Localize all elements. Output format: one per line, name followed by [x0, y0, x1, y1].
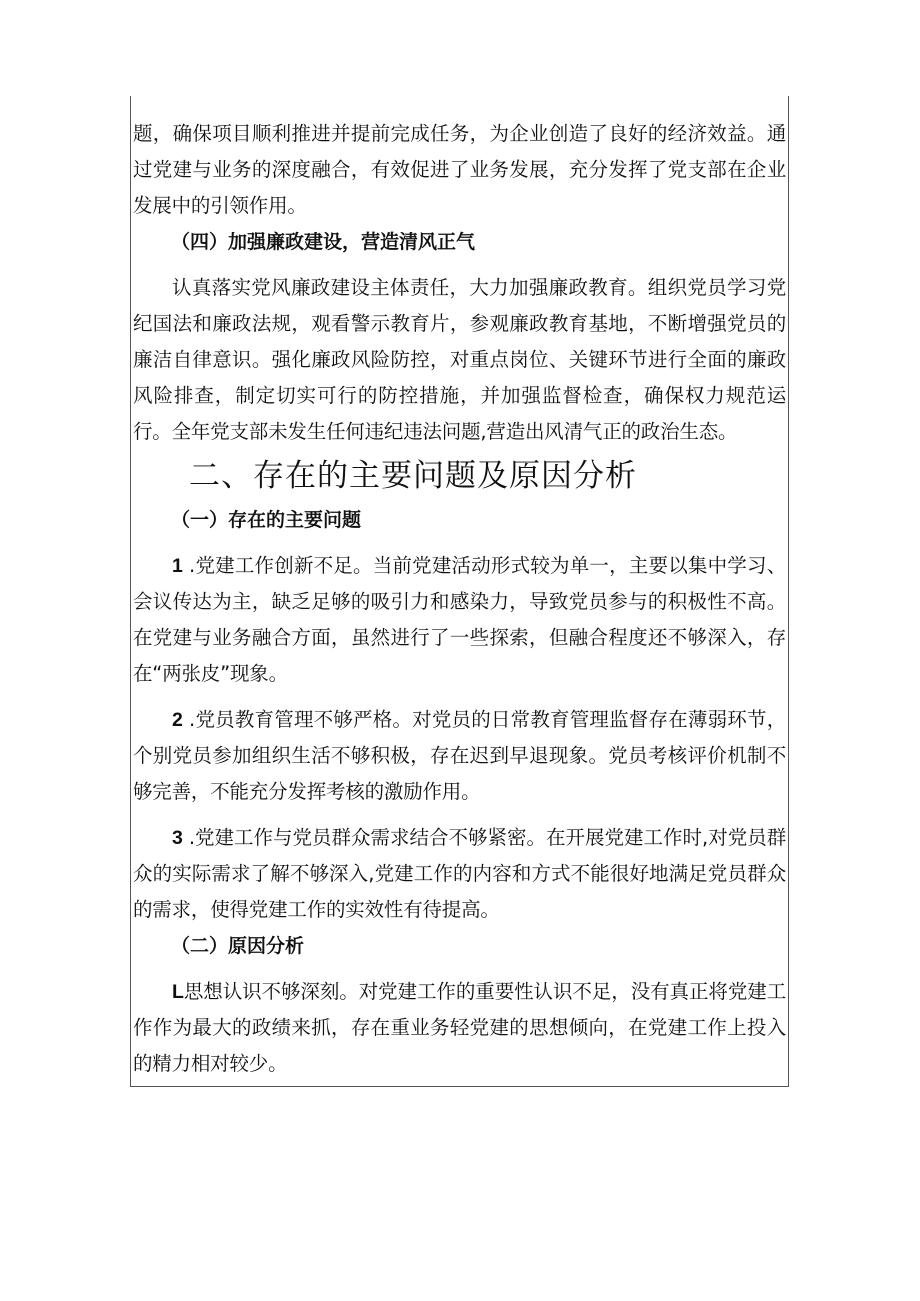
- section1-part4-heading: （四）加强廉政建设，营造清风正气: [171, 231, 476, 253]
- section2-part1-heading: （一）存在的主要问题: [171, 509, 362, 531]
- cause-item-1-text: 思想认识不够深刻。对党建工作的重要性认识不足，没有真正将党建工作作为最大的政绩来抓，存在重业务轻党建的思想倾向，在党建工作上投入的精力相对较少。: [133, 980, 786, 1075]
- problem-item-2-number: 2: [172, 709, 183, 731]
- section1-part4-paragraph: 认真落实党风廉政建设主体责任，大力加强廉政教育。组织党员学习党纪国法和廉政法规，观看警示教育片，参观廉政教育基地，不断增强党员的廉洁自律意识。强化廉政风险防控，对重点岗位、关键环节进行全面的廉政风险排查，制定切实可行的防控措施，并加强监督检查，确保权力规范运行。全年党支部未发生任何违纪违法问题,营造出风清气正的政治生态。: [133, 276, 786, 443]
- problem-item-1-number: 1: [172, 555, 183, 577]
- section1-tail-paragraph: 题，确保项目顺利推进并提前完成任务，为企业创造了良好的经济效益。通过党建与业务的深度融合，有效促进了业务发展，充分发挥了党支部在企业发展中的引领作用。: [133, 122, 786, 217]
- cause-item-1-number: L: [172, 981, 184, 1003]
- document-body: [133, 116, 786, 1082]
- problem-item-3-number: 3: [172, 827, 183, 849]
- problem-item-2: [133, 702, 786, 810]
- problem-item-3-text: .党建工作与党员群众需求结合不够紧密。在开展党建工作时,对党员群众的实际需求了解不够深入,党建工作的内容和方式不能很好地满足党员群众的需求，使得党建工作的实效性有待提高。: [133, 826, 786, 921]
- section2-heading: 二、存在的主要问题及原因分析: [189, 458, 637, 494]
- problem-item-1-text: .党建工作创新不足。当前党建活动形式较为单一，主要以集中学习、会议传达为主，缺乏足够的吸引力和感染力，导致党员参与的积极性不高。在党建与业务融合方面，虽然进行了一些探索，但融合程度还不够深入，存在“两张皮”现象。: [133, 554, 786, 685]
- problem-item-2-text: .党员教育管理不够严格。对党员的日常教育管理监督存在薄弱环节，个别党员参加组织生活不够积极，存在迟到早退现象。党员考核评价机制不够完善，不能充分发挥考核的激励作用。: [133, 708, 786, 803]
- problem-item-1: [133, 548, 786, 692]
- cause-item-1: [133, 974, 786, 1082]
- section2-part2-heading: （二）原因分析: [171, 935, 305, 957]
- problem-item-3: [133, 820, 786, 928]
